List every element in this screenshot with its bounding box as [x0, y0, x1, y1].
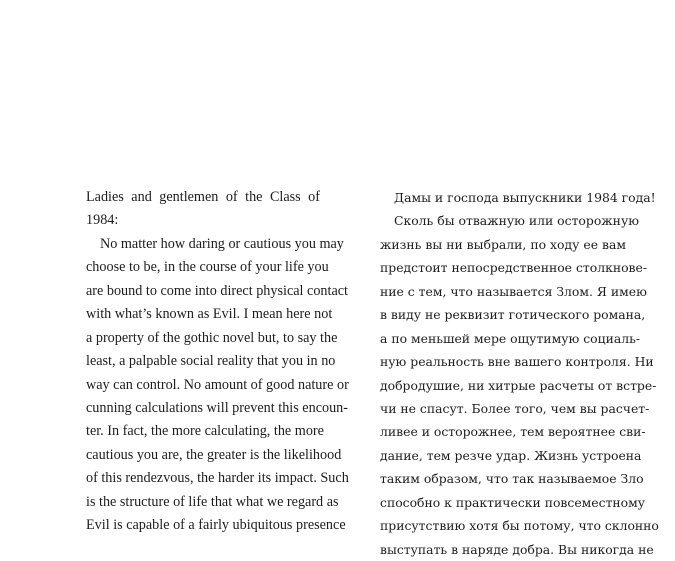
text-line: выступать в наряде добра. Вы никогда не	[380, 541, 654, 557]
text-line: No matter how daring or cautious you may	[100, 235, 344, 252]
text-line: choose to be, in the course of your life you	[86, 259, 329, 276]
text-line: в виду не реквизит готического романа,	[380, 307, 646, 323]
text-line: ную реальность вне вашего контроля. Ни	[380, 354, 654, 370]
text-line: cautious you are, the greater is the likelihood	[86, 446, 342, 463]
text-line: least, a palpable social reality that you in no	[86, 353, 336, 370]
russian-text-column	[380, 186, 659, 561]
text-line: Evil is capable of a fairly ubiquitous presence	[86, 517, 346, 534]
text-line: добродушие, ни хитрые расчеты от встре-	[380, 377, 657, 393]
text-line: Ladies and gentlemen of the Class of	[86, 189, 320, 205]
text-line: cunning calculations will prevent this encoun-	[86, 399, 349, 416]
text-line: a property of the gothic novel but, to say the	[86, 329, 338, 346]
english-text-column	[86, 186, 349, 538]
text-line: is the structure of life that what we regard as	[86, 493, 339, 510]
text-line: а по меньшей мере ощутимую социаль-	[380, 330, 641, 346]
text-line: способно к практически повсеместному	[380, 494, 646, 510]
text-line: Дамы и господа выпускники 1984 года!	[394, 190, 656, 205]
text-line: присутствию хотя бы потому, что склонно	[380, 518, 659, 534]
text-line: with what’s known as Evil. I mean here not	[86, 306, 333, 323]
text-line: чи не спасут. Более того, чем вы расчет-	[380, 400, 650, 416]
text-line: 1984:	[86, 212, 119, 229]
text-line: are bound to come into direct physical contact	[86, 282, 348, 299]
text-line: жизнь вы ни выбрали, по ходу ее вам	[380, 236, 626, 252]
text-line: ливее и осторожнее, тем вероятнее сви-	[380, 424, 646, 440]
text-line: of this rendezvous, the harder its impact. Such	[86, 470, 349, 487]
text-line: предстоит непосредственное столкнове-	[380, 260, 648, 276]
text-line: таким образом, что так называемое Зло	[380, 471, 644, 487]
text-line: ter. In fact, the more calculating, the more	[86, 423, 324, 440]
text-line: ние с тем, что называется Злом. Я имею	[380, 283, 647, 299]
text-line: way can control. No amount of good nature or	[86, 376, 349, 393]
text-line: Сколь бы отважную или осторожную	[394, 213, 640, 229]
text-line: дание, тем резче удар. Жизнь устроена	[380, 447, 642, 463]
